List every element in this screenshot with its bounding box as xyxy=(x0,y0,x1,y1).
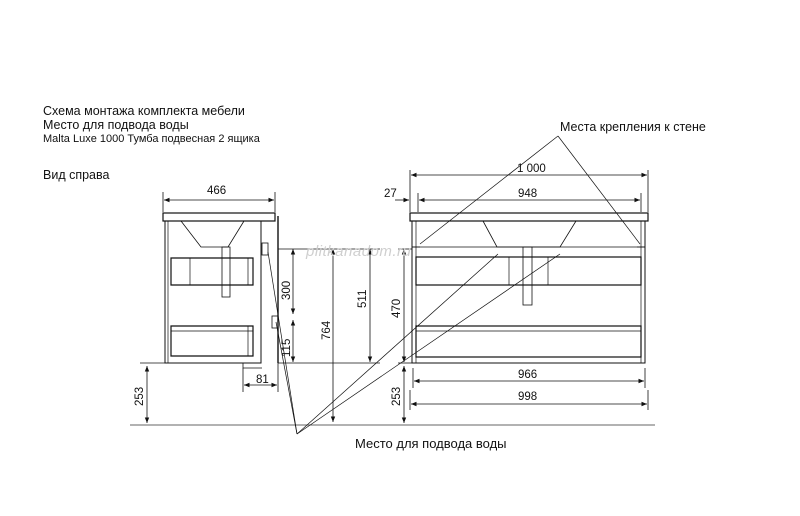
side-drawer-upper xyxy=(171,258,253,285)
side-countertop xyxy=(163,213,275,221)
front-body xyxy=(412,221,645,363)
title-line-3: Malta Luxe 1000 Тумба подвесная 2 ящика xyxy=(43,133,260,145)
watermark: plitkanadom.ru xyxy=(306,243,412,260)
dim-side-253-label: 253 xyxy=(134,386,146,406)
front-basin xyxy=(483,221,576,247)
dim-side-verticals xyxy=(140,249,380,423)
dim-front-27-label: 27 xyxy=(384,188,397,200)
dim-front-966-label: 966 xyxy=(518,369,538,381)
water-leaders xyxy=(268,252,560,434)
front-countertop xyxy=(410,213,648,221)
dim-side-466-label: 466 xyxy=(207,185,227,197)
side-view xyxy=(163,213,278,368)
dim-front-948-label: 948 xyxy=(518,188,538,200)
dim-front-253-label: 253 xyxy=(391,386,403,406)
dim-side-300-label: 300 xyxy=(281,280,293,300)
mount-points-label: Места крепления к стене xyxy=(560,120,706,134)
dim-side-115-label: 115 xyxy=(281,338,293,357)
dim-front-horizontals xyxy=(395,170,648,423)
dim-front-1000-label: 1 000 xyxy=(517,163,546,175)
side-basin xyxy=(181,221,244,247)
dim-front-998-label: 998 xyxy=(518,391,538,403)
side-bracket xyxy=(262,243,268,255)
dim-side-764-label: 764 xyxy=(321,320,333,340)
dim-side-511-label: 511 xyxy=(357,289,369,308)
title-line-1: Схема монтажа комплекта мебели xyxy=(43,104,245,118)
side-siphon xyxy=(222,247,230,297)
side-drawer-lower xyxy=(171,326,253,356)
front-view xyxy=(410,213,648,363)
water-supply-label: Место для подвода воды xyxy=(355,436,507,451)
title-line-2: Место для подвода воды xyxy=(43,118,189,132)
dim-front-470-label: 470 xyxy=(391,298,403,318)
side-body xyxy=(165,221,261,363)
dim-side-81-label: 81 xyxy=(256,374,269,386)
side-view-label: Вид справа xyxy=(43,168,110,182)
front-drawer-upper xyxy=(416,257,641,285)
